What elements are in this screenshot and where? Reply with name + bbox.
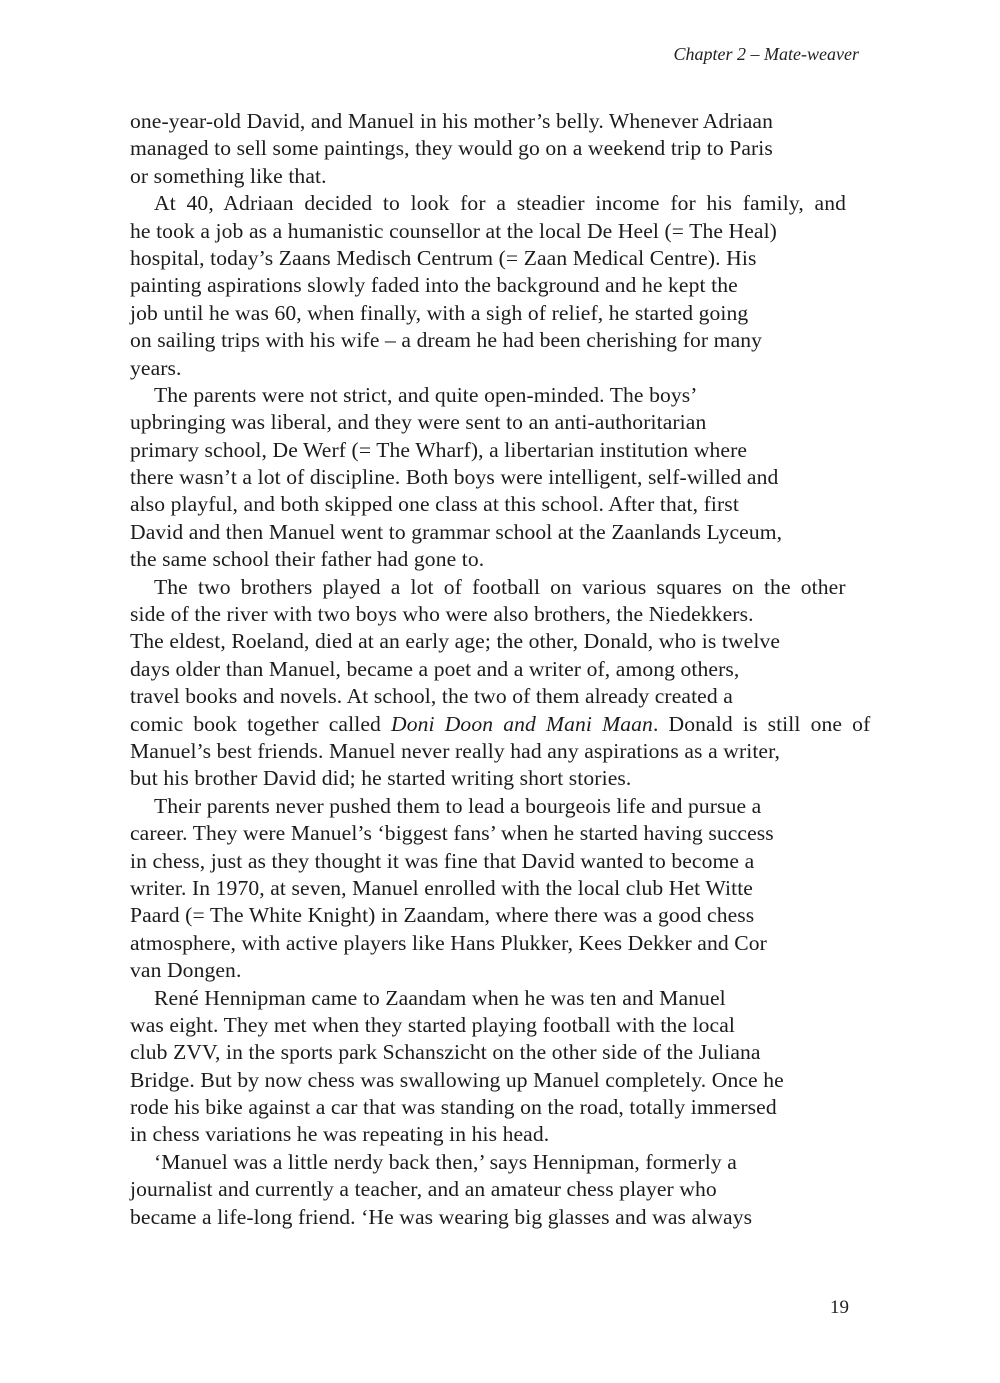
paragraph-start-line: The parents were not strict, and quite open-minded. The boys’	[154, 382, 698, 407]
text-line: days older than Manuel, became a poet and a writer of, among others,	[130, 656, 740, 681]
text-line: club ZVV, in the sports park Schanszicht on the other side of the Juliana	[130, 1040, 761, 1065]
text-line: also playful, and both skipped one class at this school. After that, first	[130, 492, 739, 517]
text-line: painting aspirations slowly faded into the background and he kept the	[130, 273, 738, 298]
paragraph-start-line: Their parents never pushed them to lead a bourgeois life and pursue a	[154, 793, 762, 818]
text-segment: . Donald is still one of	[652, 711, 871, 736]
text-line: became a life-long friend. ‘He was wearing big glasses and was always	[130, 1204, 753, 1229]
text-line: in chess variations he was repeating in his head.	[130, 1122, 550, 1147]
text-line: career. They were Manuel’s ‘biggest fans’ when he started having success	[130, 821, 774, 846]
text-line: side of the river with two boys who were also brothers, the Niedekkers.	[130, 602, 754, 627]
text-line-with-title	[130, 711, 870, 738]
text-line: writer. In 1970, at seven, Manuel enrolled with the local club Het Witte	[130, 875, 753, 900]
text-line: one-year-old David, and Manuel in his mother’s belly. Whenever Adriaan	[130, 109, 773, 133]
text-line: travel books and novels. At school, the two of them already created a	[130, 684, 733, 709]
text-line: the same school their father had gone to.	[130, 547, 485, 572]
text-line: atmosphere, with active players like Hans Plukker, Kees Dekker and Cor	[130, 930, 767, 955]
text-line: Paard (= The White Knight) in Zaandam, where there was a good chess	[130, 903, 755, 928]
page-number: 19	[830, 1297, 849, 1318]
paragraph-start-line: At 40, Adriaan decided to look for a steadier income for his family, and	[154, 191, 847, 216]
text-line: upbringing was liberal, and they were sent to an anti-authoritarian	[130, 410, 707, 435]
text-line: managed to sell some paintings, they would go on a weekend trip to Paris	[130, 136, 773, 161]
text-line: van Dongen.	[130, 958, 242, 983]
text-line: Manuel’s best friends. Manuel never really had any aspirations as a writer,	[130, 738, 781, 763]
paragraph-start-line: René Hennipman came to Zaandam when he was ten and Manuel	[154, 985, 726, 1010]
comic-book-title: Doni Doon and Mani Maan	[391, 711, 653, 736]
body-text	[130, 108, 870, 1231]
text-line: was eight. They met when they started playing football with the local	[130, 1012, 735, 1037]
text-line: he took a job as a humanistic counsellor at the local De Heel (= The Heal)	[130, 218, 777, 243]
text-line: Bridge. But by now chess was swallowing up Manuel completely. Once he	[130, 1067, 784, 1092]
text-segment: comic book together called	[130, 711, 392, 736]
text-line: but his brother David did; he started writing short stories.	[130, 766, 632, 791]
text-line: journalist and currently a teacher, and an amateur chess player who	[130, 1177, 717, 1202]
text-line: job until he was 60, when finally, with a sigh of relief, he started going	[130, 300, 749, 325]
paragraph-start-line: The two brothers played a lot of football on various squares on the other	[154, 574, 846, 599]
text-line: primary school, De Werf (= The Wharf), a libertarian institution where	[130, 437, 748, 462]
paragraph-start-line: ‘Manuel was a little nerdy back then,’ says Hennipman, formerly a	[154, 1149, 737, 1174]
running-header: Chapter 2 – Mate-weaver	[673, 44, 859, 64]
text-line: rode his bike against a car that was standing on the road, totally immersed	[130, 1095, 777, 1120]
text-line: David and then Manuel went to grammar school at the Zaanlands Lyceum,	[130, 519, 783, 544]
text-line: or something like that.	[130, 163, 327, 188]
text-line: hospital, today’s Zaans Medisch Centrum (= Zaan Medical Centre). His	[130, 245, 757, 270]
text-line: The eldest, Roeland, died at an early age; the other, Donald, who is twelve	[130, 629, 781, 654]
text-line: there wasn’t a lot of discipline. Both boys were intelligent, self-willed and	[130, 465, 779, 490]
text-line: in chess, just as they thought it was fine that David wanted to become a	[130, 848, 755, 873]
text-line: years.	[130, 355, 182, 380]
text-line: on sailing trips with his wife – a dream he had been cherishing for many	[130, 328, 763, 353]
